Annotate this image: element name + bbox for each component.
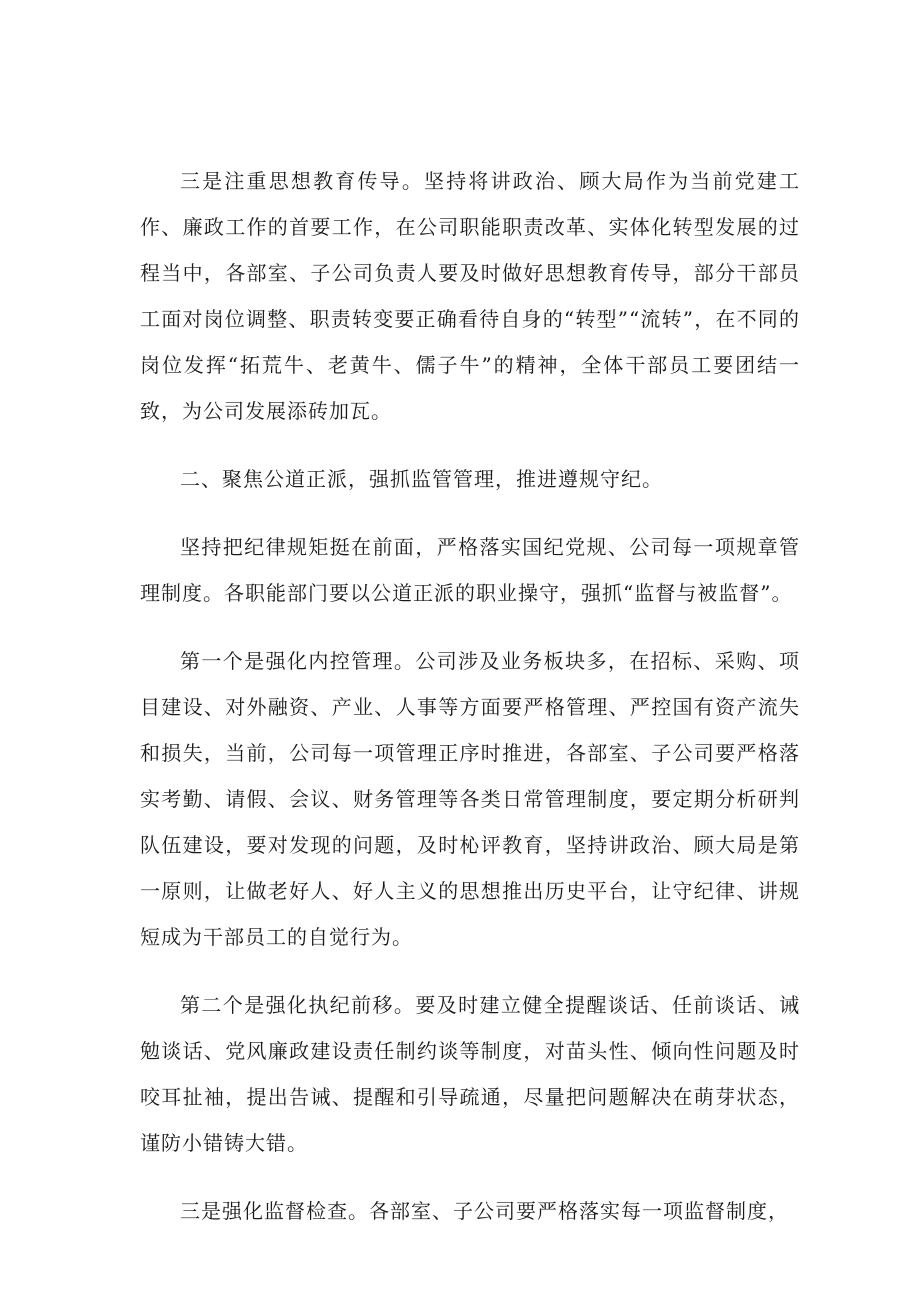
paragraph-supervision-check: 三是强化监督检查。各部室、子公司要严格落实每一项监督制度， [180, 1199, 789, 1223]
section-heading-fairness: 二、聚焦公道正派，强抓监管管理，推进遵规守纪。 [180, 467, 663, 491]
paragraph-thought-education: 三是注重思想教育传导。坚持将讲政治、顾大局作为当前党建工作、廉政工作的首要工作，在公司职能职责改革、实体化转型发展的过程当中，各部室、子公司负责人要及时做好思想教育传导，部分干部员工面对岗位调整、职责转变要正确看待自身的“转型”“流转”，在不同的岗位发挥“拓荒牛、老黄牛、儒子牛”的精神，全体干部员工要团结一致，为公司发展添砖加瓦。 [140, 169, 800, 423]
paragraph-internal-control: 第一个是强化内控管理。公司涉及业务板块多，在招标、采购、项目建设、对外融资、产业、人事等方面要严格管理、严控国有资产流失和损失，当前，公司每一项管理正序时推进，各部室、子公司要严格落实考勤、请假、会议、财务管理等各类日常管理制度，要定期分析研判队伍建设，要对发现的问题，及时杺评教育，坚持讲政治、顾大局是第一原则，让做老好人、好人主义的思想推出历史平台，让守纪律、讲规短成为干部员工的自觉行为。 [140, 649, 800, 949]
paragraph-discipline-forward: 第二个是强化执纪前移。要及时建立健全提醒谈话、任前谈话、诫勉谈话、党风廉政建设责任制约谈等制度，对苗头性、倾向性问题及时咬耳扯袖，提出告诫、提醒和引导疏通，尽量把问题解决在萌芽状态，谨防小错铸大错。 [140, 993, 800, 1155]
document-body [140, 158, 800, 1234]
paragraph-discipline-first: 坚持把纪律规矩挺在前面，严格落实国纪党规、公司每一项规章管理制度。各职能部门要以公道正派的职业操守，强抓“监督与被监督”。 [140, 535, 800, 605]
